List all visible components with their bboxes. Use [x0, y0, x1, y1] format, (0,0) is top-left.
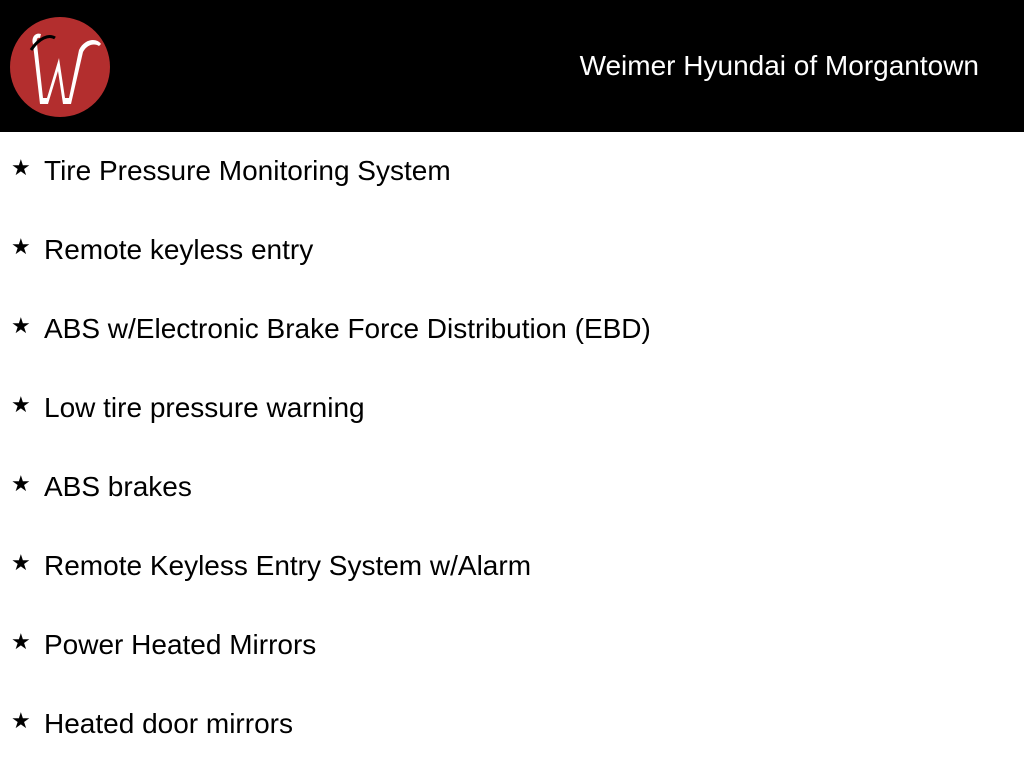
feature-label: Tire Pressure Monitoring System: [44, 155, 451, 186]
feature-label: Low tire pressure warning: [44, 392, 365, 423]
feature-item: [0, 369, 1024, 448]
weimer-w-logo-icon: [9, 16, 111, 118]
star-icon: ★: [11, 471, 31, 496]
feature-list: [0, 132, 1024, 764]
feature-label: ABS w/Electronic Brake Force Distribution (EBD): [44, 313, 651, 344]
star-icon: ★: [11, 629, 31, 654]
feature-item: [0, 448, 1024, 527]
feature-label: Remote keyless entry: [44, 234, 314, 265]
star-icon: ★: [11, 155, 31, 180]
star-icon: ★: [11, 392, 31, 417]
star-icon: ★: [11, 234, 31, 259]
feature-item: [0, 685, 1024, 764]
header-bar: [0, 0, 1024, 132]
feature-item: [0, 606, 1024, 685]
feature-label: Remote Keyless Entry System w/Alarm: [44, 550, 532, 581]
star-icon: ★: [11, 313, 31, 338]
feature-label: Power Heated Mirrors: [44, 629, 317, 660]
feature-item: [0, 290, 1024, 369]
feature-item: [0, 211, 1024, 290]
feature-label: ABS brakes: [44, 471, 192, 502]
dealer-name: Weimer Hyundai of Morgantown: [579, 50, 979, 81]
feature-label: Heated door mirrors: [44, 708, 293, 739]
star-icon: ★: [11, 708, 31, 733]
feature-item: [0, 132, 1024, 211]
feature-item: [0, 527, 1024, 606]
star-icon: ★: [11, 550, 31, 575]
